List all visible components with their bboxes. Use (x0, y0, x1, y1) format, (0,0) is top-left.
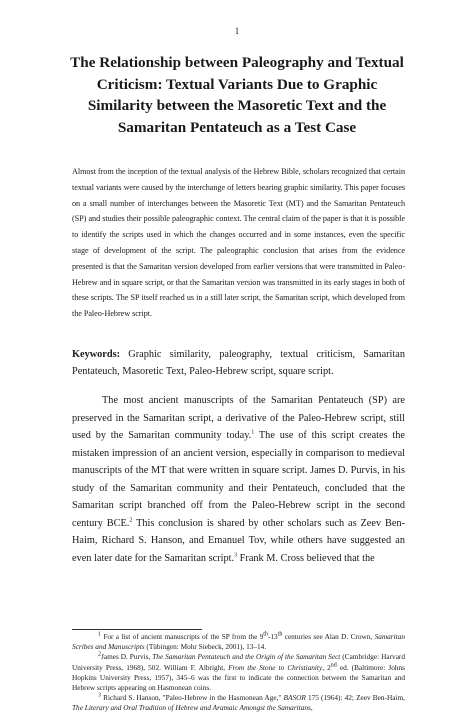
footnote-2 (72, 652, 405, 693)
footnote-journal-title: BASOR (283, 693, 306, 703)
footnote-number: 3 (98, 692, 101, 699)
footnote-book-title: From the Stone to Christianity (228, 662, 323, 672)
footnote-superscript: nd (330, 662, 337, 669)
footnote-number: 2 (98, 651, 101, 658)
footnote-rule (72, 629, 202, 630)
footnote-text: centuries see Alan D. Crown, (282, 632, 375, 641)
footnote-book-title: Samaritan Scribes and Manuscripts (72, 632, 405, 652)
body-sentence: The most ancient manuscripts of the Samaritan Pentateuch (SP) are preserved in the Samaritan script, a derivative of the Paleo-Hebrew script, still used by the Samaritan community today. (72, 395, 405, 441)
footnote-text: James D. Purvis, (101, 652, 153, 662)
body-paragraph (72, 392, 405, 567)
page-number: 1 (234, 26, 240, 36)
abstract: Almost from the inception of the textual analysis of the Hebrew Bible, scholars recognized that certain textual variants were caused by the interchange of letters bearing graphic similarity. This paper focuses on a small number of interchanges between the Masoretic Text (MT) and the Samaritan Pentateuch (SP) and studies their possible paleographic context. The central claim of the paper is that it is possible to identify the scripts used in which the changes occurred and in some instances, even the specific stage of development of the script. The paleographic conclusion that arises from the evidence presented is that the Samaritan version developed from earlier versions that were transmitted in Paleo-Hebrew and in square script, or that the Samaritan version was transmitted in its early stages in both of these scripts. The SP itself reached us in a still later script, the Samaritan script, which developed from the Paleo-Hebrew script. (72, 167, 405, 319)
keywords-line (72, 346, 405, 380)
footnote-ref[interactable]: 3 (234, 552, 238, 559)
paper-title: The Relationship between Paleography and Textual Criticism: Textual Variants Due to Graphic Similarity between the Masoretic Text and the Samaritan Pentateuch as a Test Case (70, 54, 404, 136)
body-sentence: Frank M. Cross believed that the (237, 552, 375, 564)
footnotes (72, 632, 405, 714)
footnote-text: ed. (Baltimore: Johns Hopkins University Press, 1957), 345–6 was the first to indicate the connection between the Samaritan and Hebrew scripts appearing on Hasmonean coins. (72, 662, 405, 693)
footnote-text: (Tübingen: Mohr Siebeck, 2001), 13–14. (144, 642, 267, 652)
footnote-number: 1 (98, 631, 101, 638)
footnote-text: (Cambridge: Harvard University Press, 1968), 502. William F. Albright, (72, 652, 406, 672)
footnote-book-title: The Literary and Oral Tradition of Hebrew and Aramaic Amongst the Samaritans, (72, 703, 313, 713)
footnote-ref[interactable]: 1 (251, 429, 255, 436)
footnote-text: For a list of ancient manuscripts of the SP from the 9 (101, 632, 264, 641)
keywords-label: Keywords: (72, 349, 121, 360)
footnote-3 (72, 693, 405, 713)
footnote-text: 175 (1964): 42; Zeev Ben-Haim, (305, 693, 405, 703)
keywords-text: Graphic similarity, paleography, textual criticism, Samaritan Pentateuch, Masoretic Text, Paleo-Hebrew script, square script. (72, 349, 406, 377)
footnote-text: , 2 (322, 662, 331, 672)
footnote-ref[interactable]: 2 (129, 517, 133, 524)
footnote-text: Richard S. Hanson, "Paleo-Hebrew in the Hasmonean Age," (101, 693, 284, 703)
footnote-text: -13 (267, 632, 278, 641)
footnote-1 (72, 632, 405, 652)
footnote-superscript: th (277, 631, 283, 638)
body-sentence: The use of this script creates the mistaken impression of an ancient version, especially in comparison to medieval manuscripts of the MT that were written in square script. James D. Purvis, in his study of the Samaritan community and their Pentateuch, concluded that the Samaritan script branched off from the Paleo-Hebrew script in the second century BCE. (72, 430, 405, 529)
footnote-superscript: th (263, 631, 268, 638)
body-sentence: This conclusion is shared by other scholars such as Zeev Ben-Haim, Richard S. Hanson, and Emanuel Tov, while others have suggested an even later date for the Samaritan script. (72, 517, 406, 564)
footnote-book-title: The Samaritan Pentateuch and the Origin of the Samaritan Sect (152, 652, 341, 662)
